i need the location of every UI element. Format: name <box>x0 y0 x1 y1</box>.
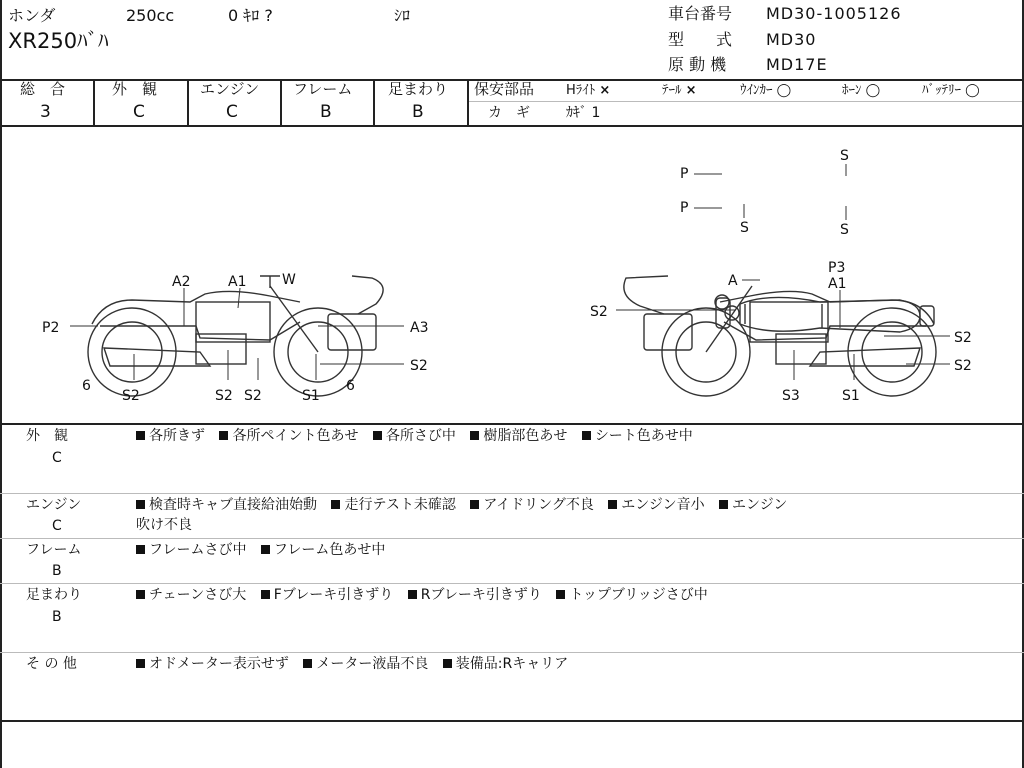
note-items-suspension: チェーンさび大 Fブレーキ引きずり Rブレーキ引きずり トップブリッジさび中 <box>136 588 718 602</box>
diagram-label-6: 6 <box>82 378 91 394</box>
key-label: カ ギ <box>488 105 530 121</box>
note-wrap-engine: 吹け不良 <box>136 517 192 533</box>
divider <box>93 79 95 125</box>
note-items-exterior: 各所きず 各所ペイント色あせ 各所さび中 樹脂部色あせ シート色あせ中 <box>136 429 703 443</box>
safety-item-battery: ﾊﾞｯﾃﾘｰ ◯ <box>922 83 980 98</box>
note-items-engine: 検査時キャブ直接給油始動 走行テスト未確認 アイドリング不良 エンジン音小 エンジン <box>136 498 797 512</box>
diagram-label-S2: S2 <box>954 358 972 374</box>
safety-item-headlight: Hﾗｲﾄ × <box>566 83 611 98</box>
divider <box>467 79 469 125</box>
diagram-label-A2: A2 <box>172 274 191 290</box>
divider <box>0 423 1024 425</box>
note-label-suspension: 足まわり <box>26 587 82 603</box>
grade-frame: B <box>320 102 332 122</box>
diagram-label-S2: S2 <box>590 304 608 320</box>
grade-frame-label: フレーム <box>293 80 353 98</box>
diagram-label-S2: S2 <box>215 388 233 404</box>
mileage: 0 ｷﾛ ? <box>228 6 273 25</box>
type-value: MD30 <box>766 30 817 49</box>
divider <box>280 79 282 125</box>
diagram-label-S2: S2 <box>410 358 428 374</box>
displacement: 250cc <box>126 6 175 25</box>
maker: ホンダ <box>8 6 56 25</box>
safety-item-horn: ﾎｰﾝ ◯ <box>842 83 881 98</box>
note-grade-suspension: B <box>52 609 62 625</box>
grade-total-label: 総 合 <box>20 80 66 98</box>
divider <box>0 720 1024 722</box>
diagram-label-P3: P3 <box>828 260 846 276</box>
safety-item-tail: ﾃｰﾙ × <box>662 83 697 98</box>
diagram-label-P: P <box>680 200 689 216</box>
diagram-label-W: W <box>282 272 296 288</box>
diagram-label-A1: A1 <box>228 274 247 290</box>
note-label-other: そ の 他 <box>26 656 77 672</box>
grade-exterior: C <box>133 102 145 122</box>
grade-suspension-label: 足まわり <box>388 80 449 98</box>
diagram-label-S2: S2 <box>244 388 262 404</box>
engine-label: 原 動 機 <box>668 55 727 74</box>
safety-label: 保安部品 <box>474 80 535 98</box>
diagram-label-S: S <box>840 222 849 238</box>
divider <box>0 583 1024 584</box>
damage-diagram <box>0 126 1022 422</box>
diagram-label-S1: S1 <box>842 388 860 404</box>
divider <box>468 101 1024 102</box>
diagram-label-A3: A3 <box>410 320 429 336</box>
divider <box>187 79 189 125</box>
divider <box>0 652 1024 653</box>
note-label-frame: フレーム <box>26 542 82 558</box>
divider <box>0 493 1024 494</box>
bike-left-view <box>88 276 383 396</box>
note-label-exterior: 外 観 <box>26 428 68 444</box>
type-label: 型 式 <box>668 30 733 49</box>
body-color: ｼﾛ <box>394 6 411 25</box>
safety-item-winker: ｳｲﾝｶｰ ◯ <box>740 83 792 98</box>
diagram-label-A: A <box>728 273 738 289</box>
diagram-label-P2: P2 <box>42 320 60 336</box>
note-label-engine: エンジン <box>26 497 82 513</box>
diagram-label-S2: S2 <box>954 330 972 346</box>
frame-no-label: 車台番号 <box>668 4 733 23</box>
grade-total: 3 <box>40 102 51 122</box>
grade-engine: C <box>226 102 238 122</box>
diagram-label-P: P <box>680 166 689 182</box>
note-grade-frame: B <box>52 563 62 579</box>
diagram-label-6: 6 <box>346 378 355 394</box>
key-value: ｶｷﾞ 1 <box>566 105 601 121</box>
diagram-label-S2: S2 <box>122 388 140 404</box>
note-grade-engine: C <box>52 518 62 534</box>
divider <box>0 538 1024 539</box>
diagram-label-S1: S1 <box>302 388 320 404</box>
grade-exterior-label: 外 観 <box>112 80 158 98</box>
model-name: XR250ﾊﾞﾊ <box>8 29 109 53</box>
note-grade-exterior: C <box>52 450 62 466</box>
diagram-label-S: S <box>840 148 849 164</box>
grade-engine-label: エンジン <box>200 80 260 98</box>
diagram-label-S3: S3 <box>782 388 800 404</box>
engine-model: MD17E <box>766 55 828 74</box>
note-items-frame: フレームさび中 フレーム色あせ中 <box>136 543 395 557</box>
frame-no: MD30-1005126 <box>766 4 902 23</box>
diagram-label-S: S <box>740 220 749 236</box>
grade-suspension: B <box>412 102 424 122</box>
divider <box>373 79 375 125</box>
diagram-label-A1: A1 <box>828 276 847 292</box>
note-items-other: オドメーター表示せず メーター液晶不良 装備品:Rキャリア <box>136 657 578 671</box>
